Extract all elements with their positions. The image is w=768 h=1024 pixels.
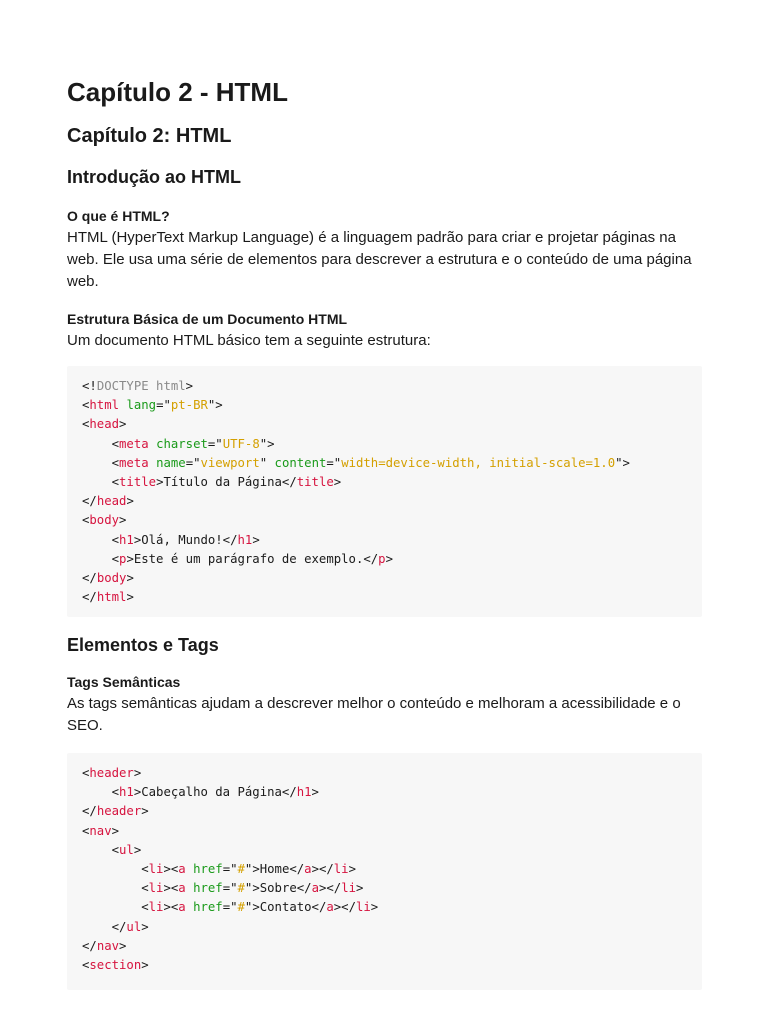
- code-tag: head: [96, 494, 127, 509]
- code-tag: li: [355, 900, 371, 915]
- code-tag: section: [89, 957, 142, 972]
- code-text: [186, 862, 193, 876]
- code-tag: ul: [119, 842, 134, 857]
- code-tag: header: [89, 766, 134, 780]
- code-text: >: [348, 861, 356, 876]
- code-text: ><: [163, 900, 179, 915]
- code-text: </: [82, 570, 97, 585]
- code-text: <: [82, 881, 149, 896]
- code-text: >: [141, 957, 149, 972]
- code-text: <: [82, 532, 120, 547]
- code-tag: a: [178, 900, 186, 915]
- code-tag: body: [96, 570, 127, 585]
- code-text: ">Contato</: [244, 900, 327, 915]
- code-text: <: [82, 785, 120, 800]
- code-tag: h1: [119, 785, 134, 800]
- code-block-basic-structure: [67, 366, 702, 617]
- code-text: <!: [82, 379, 97, 393]
- code-text: ></: [311, 861, 334, 876]
- code-text: <: [82, 417, 90, 432]
- code-tag: html: [96, 590, 127, 605]
- code-text: <: [82, 455, 120, 470]
- code-text: <: [82, 957, 90, 972]
- code-text: >: [185, 379, 194, 393]
- code-text: <: [82, 861, 149, 876]
- code-text: </: [82, 804, 97, 819]
- code-attribute: content: [274, 455, 327, 470]
- code-text: >: [133, 842, 142, 857]
- code-text: <: [82, 474, 120, 489]
- code-line: [82, 764, 702, 783]
- code-text: ">: [615, 455, 630, 470]
- code-text: >Título da Página</: [156, 474, 297, 489]
- code-text: >: [311, 785, 319, 800]
- section-title-intro: Introdução ao HTML: [67, 167, 241, 187]
- code-tag: a: [178, 861, 186, 876]
- section-title-elements: Elementos e Tags: [67, 635, 219, 655]
- code-text: <: [82, 900, 149, 915]
- paragraph-semantic-tags: As tags semânticas ajudam a descrever melhor o conteúdo e melhoram a acessibilidade e o SEO.: [67, 695, 681, 734]
- code-text: >: [126, 590, 134, 605]
- code-tag: li: [148, 881, 164, 896]
- code-text: =": [185, 455, 201, 470]
- code-text: >: [141, 804, 149, 819]
- paragraph-what-is-html: HTML (HyperText Markup Language) é a linguagem padrão para criar e projetar páginas na web. Ele usa uma série de elementos para descrever a estrutura e o conteúdo de uma página web.: [67, 229, 692, 290]
- code-text: =": [222, 861, 238, 876]
- code-line: [82, 415, 702, 434]
- code-line: [82, 435, 702, 454]
- code-line: [82, 531, 702, 550]
- code-text: <: [82, 513, 90, 528]
- code-line: [82, 396, 702, 415]
- code-line: [82, 550, 702, 569]
- code-text: >Olá, Mundo!</: [133, 532, 238, 547]
- code-text: ><: [163, 881, 179, 896]
- code-attribute: name: [156, 455, 186, 470]
- code-string: #: [237, 881, 245, 896]
- document-title: Capítulo 2 - HTML: [67, 77, 288, 107]
- subheading-semantic-tags: Tags Semânticas: [67, 674, 181, 690]
- code-string: width=device-width, initial-scale=1.0: [341, 455, 616, 470]
- code-tag: nav: [89, 823, 112, 838]
- code-text: =": [222, 900, 238, 915]
- code-text: ">Sobre</: [244, 881, 312, 896]
- code-text: </: [82, 590, 97, 605]
- code-tag: body: [89, 513, 120, 528]
- code-text: >: [333, 474, 342, 489]
- code-text: </: [82, 938, 97, 953]
- code-text: ">: [207, 398, 223, 413]
- code-line: [82, 569, 702, 588]
- code-line: [82, 918, 702, 937]
- code-line: [82, 879, 702, 898]
- code-tag: a: [326, 900, 334, 915]
- code-text: <: [82, 436, 120, 451]
- code-text: >: [119, 938, 127, 953]
- code-text: >: [133, 766, 142, 780]
- code-string: UTF-8: [222, 436, 260, 451]
- code-doctype: DOCTYPE html: [96, 379, 186, 393]
- code-text: =": [222, 881, 238, 896]
- code-tag: p: [378, 551, 386, 566]
- code-tag: a: [304, 861, 312, 876]
- code-text: <: [82, 823, 90, 838]
- code-tag: meta: [119, 436, 149, 451]
- code-attribute: href: [193, 861, 223, 876]
- code-text: ></: [333, 900, 356, 915]
- code-line: [82, 841, 702, 860]
- code-text: =": [156, 398, 171, 413]
- code-text: >: [141, 919, 149, 934]
- code-line: [82, 588, 702, 607]
- code-tag: head: [89, 417, 120, 432]
- code-tag: header: [96, 804, 142, 819]
- code-line: [82, 377, 702, 396]
- code-text: <: [82, 766, 90, 780]
- code-line: [82, 802, 702, 821]
- code-string: pt-BR: [170, 398, 208, 413]
- code-tag: h1: [237, 532, 253, 547]
- code-text: >: [119, 417, 127, 432]
- code-text: [149, 437, 156, 451]
- code-text: [186, 881, 193, 895]
- code-text: >Este é um parágrafo de exemplo.</: [126, 551, 379, 566]
- code-line: [82, 492, 702, 511]
- code-tag: title: [119, 474, 157, 489]
- code-tag: a: [178, 881, 186, 896]
- code-text: ></: [318, 881, 342, 896]
- code-text: [149, 456, 156, 470]
- code-text: >: [119, 513, 127, 528]
- code-text: </: [82, 919, 127, 934]
- code-attribute: href: [193, 881, 223, 896]
- code-tag: a: [311, 881, 319, 896]
- code-tag: h1: [119, 532, 134, 547]
- code-text: >: [252, 532, 260, 547]
- code-text: >: [356, 881, 364, 896]
- code-text: </: [82, 494, 97, 509]
- code-tag: h1: [296, 785, 312, 800]
- code-text: >: [126, 494, 134, 509]
- code-tag: li: [148, 900, 164, 915]
- code-line: [82, 783, 702, 802]
- code-text: ": [259, 455, 275, 470]
- subheading-what-is-html: O que é HTML?: [67, 208, 170, 224]
- code-line: [82, 937, 702, 956]
- code-tag: meta: [119, 455, 149, 470]
- code-tag: p: [119, 551, 127, 566]
- code-string: viewport: [200, 455, 260, 470]
- subheading-basic-structure: Estrutura Básica de um Documento HTML: [67, 311, 348, 327]
- code-block-semantic-tags: [67, 753, 702, 990]
- code-tag: li: [333, 861, 349, 876]
- code-tag: li: [148, 861, 164, 876]
- code-line: [82, 898, 702, 917]
- code-text: <: [82, 398, 90, 413]
- code-text: ><: [163, 861, 179, 876]
- code-attribute: charset: [156, 436, 208, 451]
- code-string: #: [237, 861, 245, 876]
- code-text: >: [370, 900, 379, 915]
- code-text: >: [385, 551, 393, 566]
- code-tag: ul: [126, 919, 142, 934]
- code-tag: nav: [96, 938, 120, 953]
- code-line: [82, 822, 702, 841]
- paragraph-basic-structure: Um documento HTML básico tem a seguinte estrutura:: [67, 332, 431, 349]
- code-tag: html: [89, 398, 120, 413]
- code-text: >: [126, 570, 134, 585]
- code-text: [186, 900, 193, 914]
- code-line: [82, 511, 702, 530]
- code-tag: li: [341, 881, 356, 896]
- code-text: >Cabeçalho da Página</: [133, 785, 297, 800]
- code-attribute: lang: [126, 398, 157, 413]
- code-text: ">Home</: [244, 861, 305, 876]
- code-string: #: [237, 900, 245, 915]
- code-tag: title: [296, 474, 334, 489]
- code-line: [82, 473, 702, 492]
- code-text: ">: [259, 436, 275, 451]
- code-text: =": [326, 455, 342, 470]
- code-line: [82, 956, 702, 975]
- code-line: [82, 454, 702, 473]
- code-text: <: [82, 842, 120, 857]
- code-text: >: [111, 823, 120, 838]
- code-line: [82, 860, 702, 879]
- chapter-title: Capítulo 2: HTML: [67, 125, 232, 147]
- code-text: <: [82, 551, 120, 566]
- code-text: =": [207, 436, 223, 451]
- code-attribute: href: [193, 900, 223, 915]
